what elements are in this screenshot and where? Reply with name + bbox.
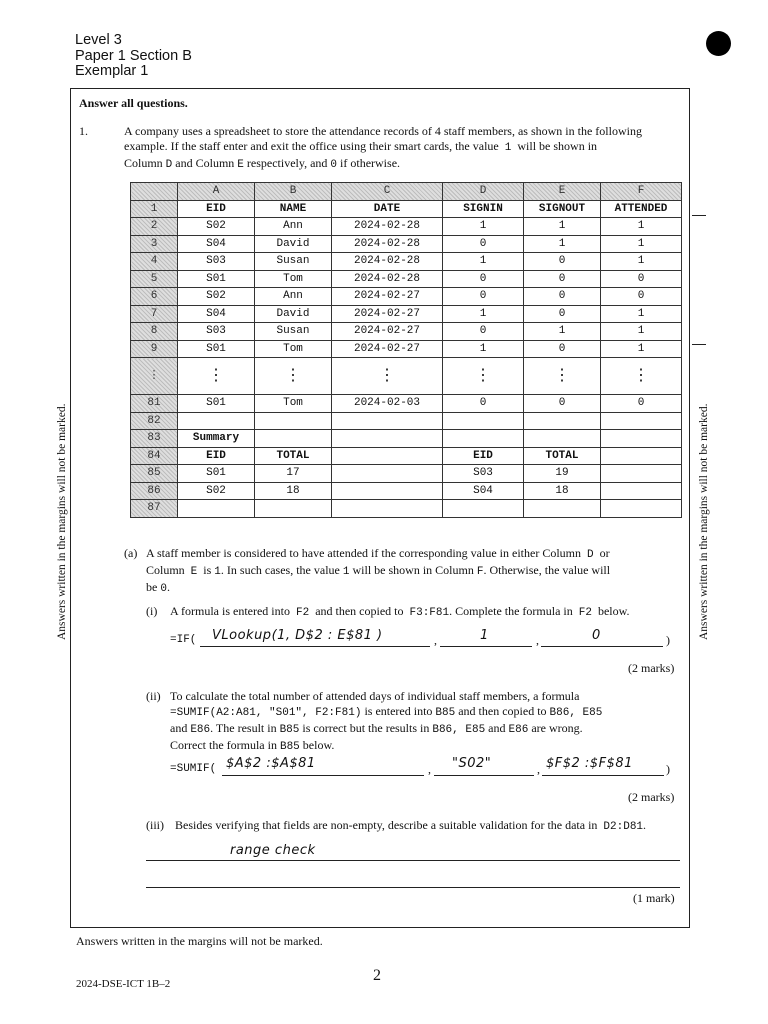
table-cell: 17 xyxy=(255,465,332,483)
table-cell xyxy=(178,412,255,430)
table-cell: 0 xyxy=(443,323,524,341)
table-cell xyxy=(332,447,443,465)
part-i-text: A formula is entered into F2 and then copied to F3:F81. Complete the formula in F2 below. xyxy=(170,604,630,619)
table-cell: 1 xyxy=(601,305,682,323)
answer-line-6[interactable] xyxy=(542,775,664,776)
table-cell: ATTENDED xyxy=(601,200,682,218)
table-cell: 1 xyxy=(601,253,682,271)
table-cell: Ann xyxy=(255,218,332,236)
table-cell: 2024-02-03 xyxy=(332,395,443,413)
table-row xyxy=(131,253,682,271)
table-cell: S02 xyxy=(178,482,255,500)
column-header: C xyxy=(332,183,443,201)
table-cell: S02 xyxy=(178,288,255,306)
table-cell xyxy=(601,412,682,430)
margin-tick xyxy=(692,344,706,345)
table-cell: NAME xyxy=(255,200,332,218)
table-cell: 0 xyxy=(524,253,601,271)
table-cell xyxy=(524,412,601,430)
handwritten-answer-6: $F$2 :$F$81 xyxy=(546,756,633,771)
table-cell: Tom xyxy=(255,395,332,413)
table-cell xyxy=(601,447,682,465)
table-cell xyxy=(601,482,682,500)
table-cell: TOTAL xyxy=(255,447,332,465)
table-cell: SIGNIN xyxy=(443,200,524,218)
row-header: 84 xyxy=(131,447,178,465)
page-header xyxy=(75,33,192,80)
column-header: B xyxy=(255,183,332,201)
close-paren: ) xyxy=(666,762,670,776)
row-header: 9 xyxy=(131,340,178,358)
table-cell: TOTAL xyxy=(524,447,601,465)
table-row xyxy=(131,218,682,236)
table-row xyxy=(131,482,682,500)
table-cell: 1 xyxy=(443,305,524,323)
answer-line-1[interactable] xyxy=(200,646,430,647)
part-a-label: (a) xyxy=(124,546,138,560)
table-row xyxy=(131,270,682,288)
table-cell: 0 xyxy=(443,395,524,413)
part-ii-text: To calculate the total number of attended days of individual staff members, a formula =SUMIF(A2:A81, "S01", F2:F81) is entered into B85 and then copied to B86, E85 and E86. The result in B85 is correct but the results in B86, E85 and E86 are wrong. Correct the formula in B85 below. xyxy=(170,689,603,753)
table-cell: 1 xyxy=(443,218,524,236)
margin-note-left: Answers written in the margins will not be marked. xyxy=(56,403,68,640)
table-cell: Tom xyxy=(255,340,332,358)
row-header: 81 xyxy=(131,395,178,413)
table-cell: Summary xyxy=(178,430,255,448)
table-cell xyxy=(443,500,524,518)
instruction: Answer all questions. xyxy=(79,96,188,110)
margin-note-bottom: Answers written in the margins will not be marked. xyxy=(76,934,323,948)
part-iii-text: Besides verifying that fields are non-empty, describe a suitable validation for the data in D2:D81. xyxy=(175,818,647,833)
formula-prefix-if: =IF( xyxy=(170,634,197,646)
answer-line-5[interactable] xyxy=(434,775,534,776)
part-i-label: (i) xyxy=(146,604,158,618)
row-header: 1 xyxy=(131,200,178,218)
table-cell xyxy=(443,412,524,430)
footer-code: 2024-DSE-ICT 1B–2 xyxy=(76,978,171,990)
table-cell: DATE xyxy=(332,200,443,218)
table-cell: ⋮ xyxy=(332,358,443,395)
table-cell: 18 xyxy=(524,482,601,500)
column-header: A xyxy=(178,183,255,201)
table-row xyxy=(131,340,682,358)
q1-intro-line1: A company uses a spreadsheet to store the attendance records of 4 staff members, as shown in the following xyxy=(124,124,642,138)
table-cell: EID xyxy=(178,447,255,465)
table-cell: Ann xyxy=(255,288,332,306)
table-cell: S01 xyxy=(178,270,255,288)
table-cell: 1 xyxy=(601,323,682,341)
row-header: 82 xyxy=(131,412,178,430)
row-header: 85 xyxy=(131,465,178,483)
table-cell: Susan xyxy=(255,323,332,341)
table-cell: 0 xyxy=(524,270,601,288)
answer-line-8[interactable] xyxy=(146,887,680,888)
table-cell xyxy=(332,412,443,430)
table-cell: 0 xyxy=(524,340,601,358)
table-cell: 2024-02-28 xyxy=(332,235,443,253)
handwritten-answer-2: 1 xyxy=(480,628,489,643)
part-a-text: A staff member is considered to have attended if the corresponding value in either Column D or Column E is 1. In such cases, the value 1 will be shown in Column F. Otherwise, the value will be 0. xyxy=(146,546,611,595)
table-cell: 1 xyxy=(524,218,601,236)
comma: , xyxy=(434,633,437,647)
row-header: ⋮ xyxy=(131,358,178,395)
table-cell: 0 xyxy=(443,235,524,253)
table-row xyxy=(131,200,682,218)
table-cell: 0 xyxy=(443,270,524,288)
answer-line-4[interactable] xyxy=(222,775,424,776)
row-header: 4 xyxy=(131,253,178,271)
margin-note-right: Answers written in the margins will not be marked. xyxy=(698,403,710,640)
table-cell xyxy=(601,465,682,483)
table-row xyxy=(131,395,682,413)
table-cell: Tom xyxy=(255,270,332,288)
table-cell: 2024-02-27 xyxy=(332,288,443,306)
table-cell: S01 xyxy=(178,340,255,358)
table-cell xyxy=(601,430,682,448)
table-cell: 1 xyxy=(601,340,682,358)
row-header: 6 xyxy=(131,288,178,306)
row-header: 83 xyxy=(131,430,178,448)
table-cell xyxy=(601,500,682,518)
table-cell xyxy=(332,482,443,500)
marks-ii: (2 marks) xyxy=(628,790,675,804)
table-cell xyxy=(178,500,255,518)
table-cell: EID xyxy=(443,447,524,465)
table-cell xyxy=(255,500,332,518)
q1-intro xyxy=(124,124,680,173)
table-cell: ⋮ xyxy=(601,358,682,395)
table-cell xyxy=(524,430,601,448)
table-cell: S04 xyxy=(178,235,255,253)
row-header: 2 xyxy=(131,218,178,236)
table-cell: Susan xyxy=(255,253,332,271)
table-cell xyxy=(524,500,601,518)
table-cell: David xyxy=(255,305,332,323)
answer-line-2[interactable] xyxy=(440,646,532,647)
table-row xyxy=(131,412,682,430)
table-cell: SIGNOUT xyxy=(524,200,601,218)
header-exemplar: Exemplar 1 xyxy=(75,63,149,79)
q1-intro-line3: Column D and Column E respectively, and 0 if otherwise. xyxy=(124,156,401,171)
table-cell: 0 xyxy=(524,395,601,413)
column-header: F xyxy=(601,183,682,201)
column-header-row xyxy=(131,183,682,201)
table-row xyxy=(131,500,682,518)
comma: , xyxy=(537,762,540,776)
table-cell xyxy=(332,430,443,448)
handwritten-answer-1: VLookup(1, D$2 : E$81 ) xyxy=(212,628,383,643)
table-cell xyxy=(255,412,332,430)
question-number: 1. xyxy=(79,124,88,138)
handwritten-answer-4: $A$2 :$A$81 xyxy=(226,756,316,771)
registration-dot xyxy=(706,31,731,56)
spreadsheet-table xyxy=(130,182,682,518)
table-cell: 0 xyxy=(601,395,682,413)
page-number: 2 xyxy=(373,967,381,984)
close-paren: ) xyxy=(666,633,670,647)
row-header: 86 xyxy=(131,482,178,500)
column-header: D xyxy=(443,183,524,201)
part-iii-label: (iii) xyxy=(146,818,164,832)
table-row xyxy=(131,305,682,323)
table-cell: David xyxy=(255,235,332,253)
table-cell: 2024-02-28 xyxy=(332,218,443,236)
table-cell: ⋮ xyxy=(255,358,332,395)
q1-intro-line2: example. If the staff enter and exit the office using their smart cards, the value 1 will be shown in xyxy=(124,139,598,154)
answer-line-7[interactable] xyxy=(146,860,680,861)
handwritten-answer-3: 0 xyxy=(592,628,601,643)
table-cell: 0 xyxy=(524,288,601,306)
header-paper: Paper 1 Section B xyxy=(75,47,192,64)
table-cell: 1 xyxy=(601,218,682,236)
table-cell: 1 xyxy=(524,235,601,253)
table-cell: 1 xyxy=(443,253,524,271)
handwritten-answer-5: "S02" xyxy=(452,756,492,771)
table-cell: EID xyxy=(178,200,255,218)
row-header: 5 xyxy=(131,270,178,288)
header-level: Level 3 xyxy=(75,32,122,48)
row-header: 87 xyxy=(131,500,178,518)
comma: , xyxy=(428,762,431,776)
table-cell: S04 xyxy=(443,482,524,500)
table-cell: S01 xyxy=(178,395,255,413)
table-cell: 19 xyxy=(524,465,601,483)
table-cell: 1 xyxy=(524,323,601,341)
table-cell: 2024-02-27 xyxy=(332,305,443,323)
table-row xyxy=(131,358,682,395)
handwritten-answer-7: range check xyxy=(230,843,316,858)
table-row xyxy=(131,323,682,341)
table-cell: 18 xyxy=(255,482,332,500)
table-cell: ⋮ xyxy=(524,358,601,395)
table-cell: 1 xyxy=(443,340,524,358)
table-cell: ⋮ xyxy=(443,358,524,395)
table-cell: 2024-02-27 xyxy=(332,340,443,358)
table-cell: S04 xyxy=(178,305,255,323)
marks-iii: (1 mark) xyxy=(633,891,675,905)
row-header: 8 xyxy=(131,323,178,341)
column-header: E xyxy=(524,183,601,201)
table-cell xyxy=(255,430,332,448)
table-cell: S03 xyxy=(178,323,255,341)
table-row xyxy=(131,235,682,253)
table-cell: ⋮ xyxy=(178,358,255,395)
formula-prefix-sumif: =SUMIF( xyxy=(170,763,217,775)
row-header: 7 xyxy=(131,305,178,323)
answer-line-3[interactable] xyxy=(541,646,663,647)
table-cell: 1 xyxy=(601,235,682,253)
table-cell: 2024-02-28 xyxy=(332,270,443,288)
table-row xyxy=(131,447,682,465)
table-cell: S02 xyxy=(178,218,255,236)
table-row xyxy=(131,465,682,483)
table-cell: 0 xyxy=(601,270,682,288)
comma: , xyxy=(536,633,539,647)
corner-cell xyxy=(131,183,178,201)
table-cell: 0 xyxy=(601,288,682,306)
table-cell: S03 xyxy=(178,253,255,271)
part-ii-label: (ii) xyxy=(146,689,161,703)
table-row xyxy=(131,288,682,306)
table-row xyxy=(131,430,682,448)
table-cell xyxy=(332,500,443,518)
marks-i: (2 marks) xyxy=(628,661,675,675)
table-cell: S03 xyxy=(443,465,524,483)
table-cell: S01 xyxy=(178,465,255,483)
table-cell xyxy=(332,465,443,483)
margin-tick xyxy=(692,215,706,216)
table-cell: 0 xyxy=(443,288,524,306)
row-header: 3 xyxy=(131,235,178,253)
table-cell: 2024-02-27 xyxy=(332,323,443,341)
table-cell xyxy=(443,430,524,448)
table-cell: 2024-02-28 xyxy=(332,253,443,271)
table-cell: 0 xyxy=(524,305,601,323)
